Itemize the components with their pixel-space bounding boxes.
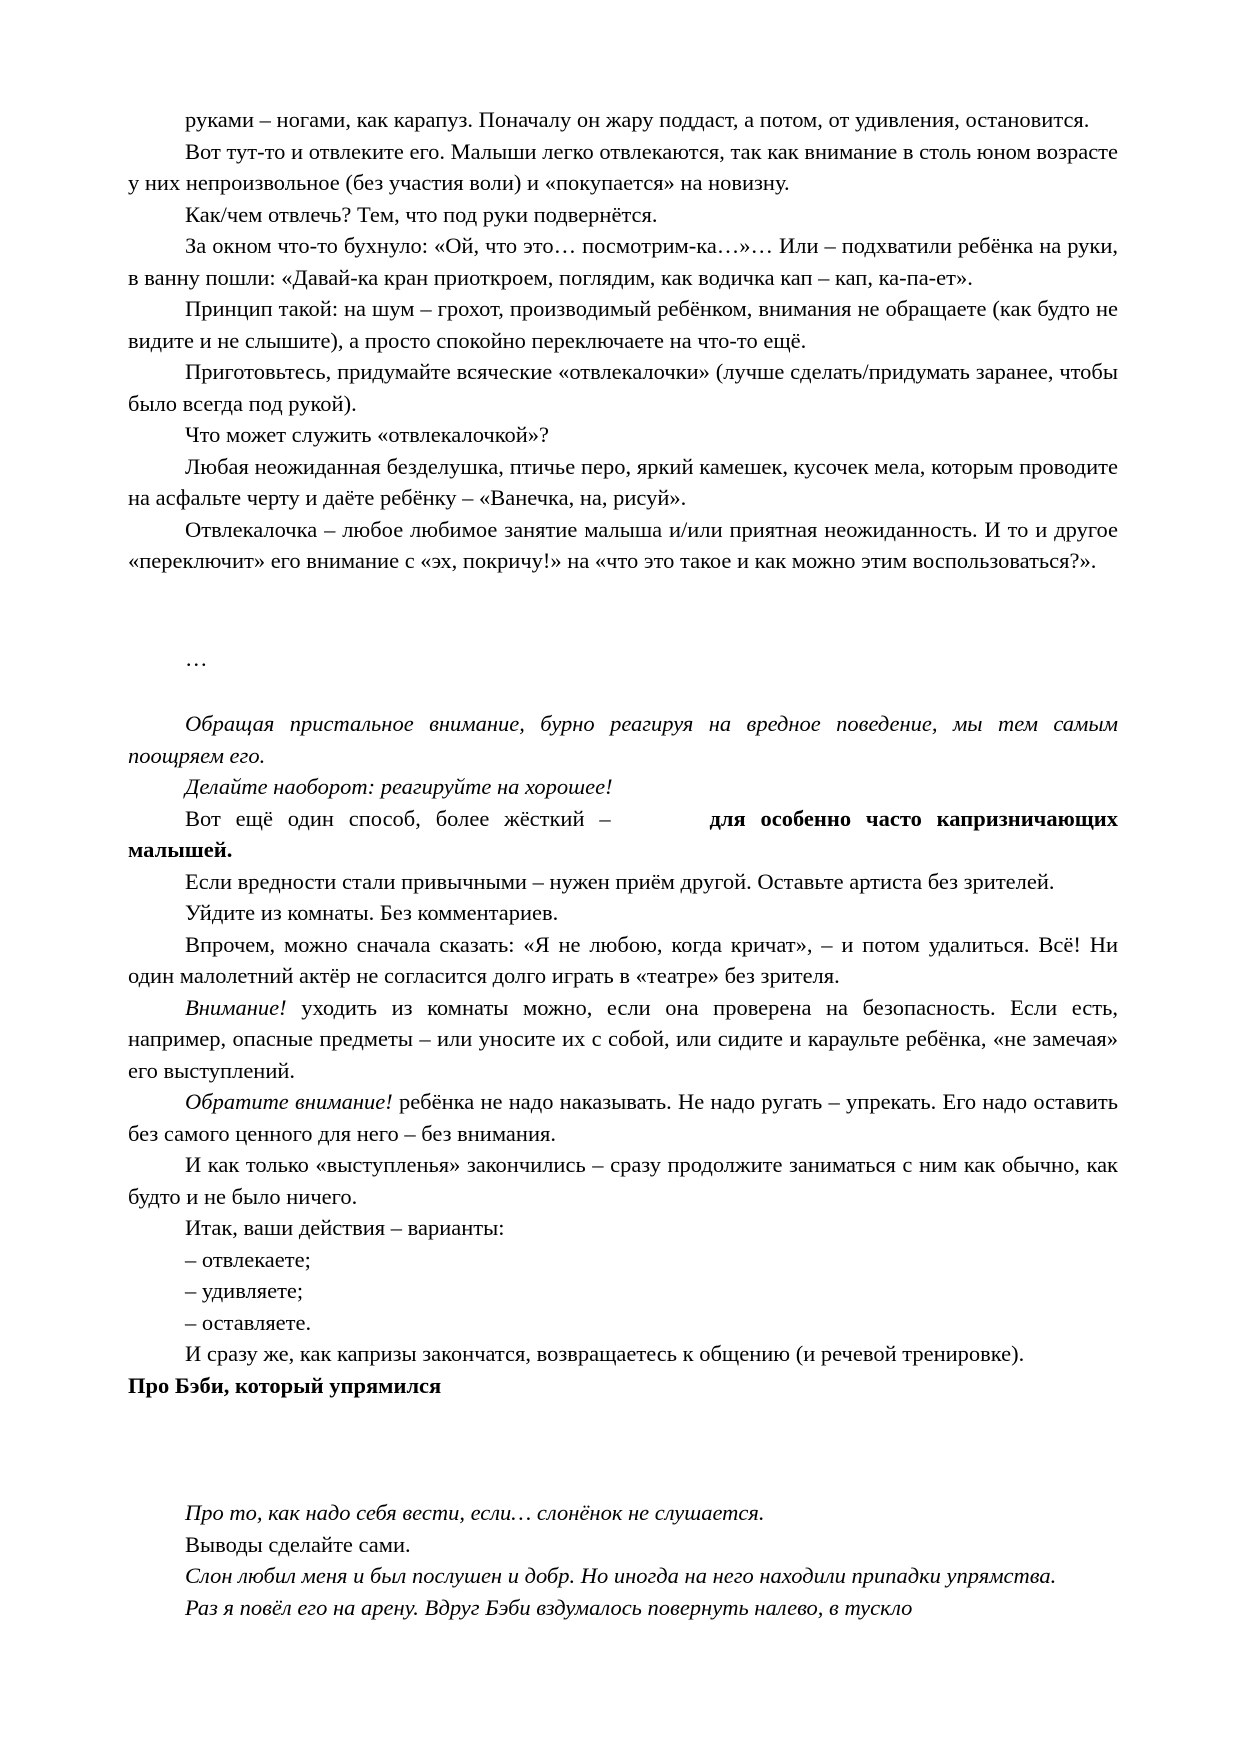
document-body	[128, 104, 1118, 1623]
list-item: – оставляете.	[185, 1309, 312, 1335]
paragraph-6: Приготовьтесь, придумайте всяческие «отвлекалочки» (лучше сделать/придумать заранее, чтобы было всегда под рукой).	[128, 359, 1118, 416]
paragraph-14: Уйдите из комнаты. Без комментариев.	[185, 900, 559, 925]
paragraph-9: Отвлекалочка – любое любимое занятие малыша и/или приятная неожиданность. И то и другое «переключит» его внимание с «эх, покричу!» на «что это такое и как можно этим воспользоваться?».	[128, 516, 1118, 573]
paragraph-24-italic: Раз я повёл его на арену. Вдруг Бэби вздумалось повернуть налево, в тускло	[185, 1594, 913, 1620]
list-item: – удивляете;	[185, 1278, 304, 1303]
paragraph-7: Что может служить «отвлекалочкой»?	[185, 422, 550, 447]
paragraph-17	[128, 1086, 1118, 1149]
paragraph-21-italic: Про то, как надо себя вести, если… слонёнок не слушается.	[185, 1500, 765, 1525]
paragraph-10-italic: Обращая пристальное внимание, бурно реагируя на вредное поведение, мы тем самым поощряем его.	[128, 711, 1118, 768]
spacer-after-ellipsis	[128, 674, 1118, 708]
spacer-before-story	[128, 1401, 1118, 1497]
paragraph-3: Как/чем отвлечь? Тем, что под руки подвернётся.	[185, 201, 658, 227]
paragraph-16-rest: уходить из комнаты можно, если она проверена на безопасность. Если есть, например, опасные предметы – или уносите их с собой, или сидите и караульте ребёнка, «не замечая» его выступлений.	[128, 994, 1118, 1083]
paragraph-11-italic: Делайте наоборот: реагируйте на хорошее!	[185, 774, 613, 799]
paragraph-17-lead-italic: Обратите внимание!	[185, 1089, 393, 1114]
paragraph-16	[128, 992, 1118, 1087]
paragraph-15: Впрочем, можно сначала сказать: «Я не любою, когда кричат», – и потом удалиться. Всё! Ни один малолетний актёр не согласится долго играть в «театре» без зрителя.	[128, 931, 1118, 988]
paragraph-17-rest: ребёнка не надо наказывать. Не надо ругать – упрекать. Его надо оставить без самого ценного для него – без внимания.	[128, 1089, 1118, 1146]
list-item: – отвлекаете;	[185, 1246, 311, 1272]
paragraph-1: руками – ногами, как карапуз. Поначалу он жару поддаст, а потом, от удивления, остановится.	[185, 107, 1090, 132]
paragraph-16-lead-italic: Внимание!	[185, 994, 287, 1020]
paragraph-18: И как только «выступленья» закончились – сразу продолжите заниматься с ним как обычно, как будто и не было ничего.	[128, 1152, 1118, 1209]
spacer-before-ellipsis	[128, 577, 1118, 643]
section-heading: Про Бэби, который упрямился	[128, 1372, 442, 1398]
paragraph-22: Выводы сделайте сами.	[185, 1531, 411, 1557]
ellipsis-separator: …	[185, 645, 208, 671]
paragraph-12-lead: Вот ещё один способ, более жёсткий –	[185, 805, 626, 831]
paragraph-2: Вот тут-то и отвлеките его. Малыши легко отвлекаются, так как внимание в столь юном возрасте у них непроизвольное (без участия воли) и «покупается» на новизну.	[128, 138, 1118, 195]
paragraph-12-emphasis: для особенно часто капризничающих малышей.	[128, 805, 1119, 862]
paragraph-8: Любая неожиданная безделушка, птичье перо, яркий камешек, кусочек мела, которым проводите на асфальте черту и даёте ребёнку – «Ванечка, на, рисуй».	[128, 453, 1118, 510]
paragraph-23-italic: Слон любил меня и был послушен и добр. Но иногда на него находили припадки упрямства.	[185, 1563, 1057, 1588]
paragraph-19: Итак, ваши действия – варианты:	[185, 1215, 505, 1240]
paragraph-5: Принцип такой: на шум – грохот, производимый ребёнком, внимания не обращаете (как будто не видите и не слышите), а просто спокойно переключаете на что-то ещё.	[128, 296, 1118, 353]
paragraph-13: Если вредности стали привычными – нужен приём другой. Оставьте артиста без зрителей.	[185, 868, 1055, 894]
paragraph-12	[128, 803, 1118, 866]
paragraph-4: За окном что-то бухнуло: «Ой, что это… посмотрим-ка…»… Или – подхватили ребёнка на руки, в ванну пошли: «Давай-ка кран приоткроем, поглядим, как водичка кап – кап, ка-па-ет».	[128, 233, 1118, 290]
paragraph-20: И сразу же, как капризы закончатся, возвращаетесь к общению (и речевой тренировке).	[185, 1341, 1025, 1366]
